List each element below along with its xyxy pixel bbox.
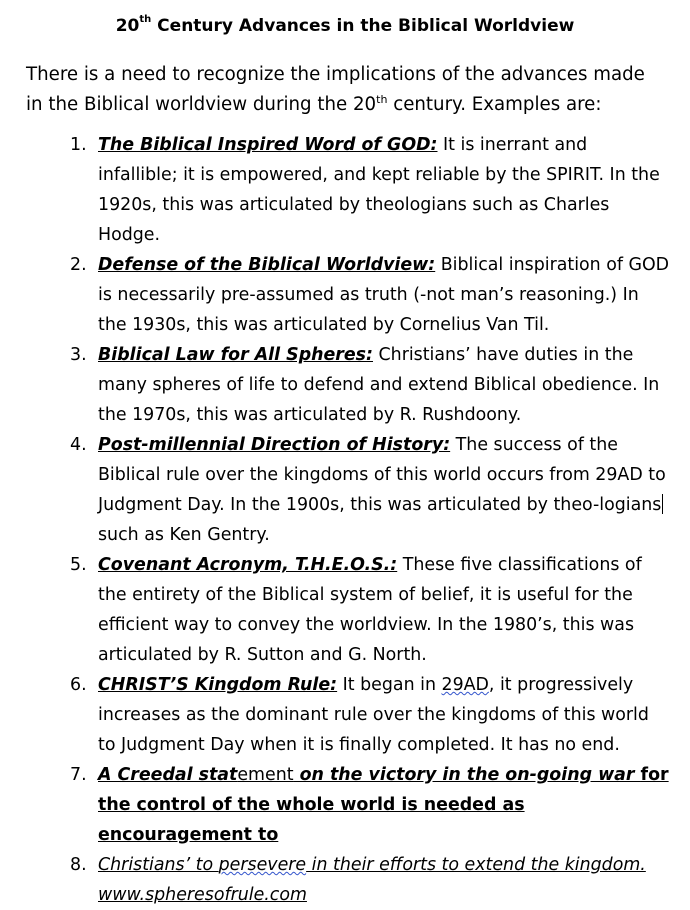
list-item: [70, 850, 670, 910]
item-text: It began in: [337, 675, 442, 695]
item-heading: Defense of the Biblical Worldview:: [98, 255, 436, 275]
list-item: [70, 250, 670, 340]
list-item: [70, 670, 670, 760]
list-item: [70, 130, 670, 250]
item-number: 1.: [70, 135, 87, 155]
item-heading: The Biblical Inspired Word of GOD:: [98, 135, 438, 155]
item-text: Christians’ have duties in the many spheres of life to defend and extend Biblical obedience. In the 1970s, this was articulated by R. Rushdoony.: [98, 345, 660, 425]
item-segment: in their efforts to extend the kingdom.: [306, 855, 646, 875]
item-text-after-cursor: such as Ken Gentry.: [98, 525, 270, 545]
website-link[interactable]: www.spheresofrule.com: [98, 885, 307, 905]
item-text: It is inerrant and infallible; it is empowered, and kept reliable by the SPIRIT. In the 1920s, this was articulated by theologians such as Charles Hodge.: [98, 135, 660, 245]
item-number: 7.: [70, 765, 87, 785]
item-number: 8.: [70, 855, 87, 875]
list-item: [70, 340, 670, 430]
item-number: 2.: [70, 255, 87, 275]
item-segment: ement: [237, 765, 294, 785]
item-heading: Post-millennial Direction of History:: [98, 435, 451, 455]
item-text: , it progressively increases as the dominant rule over the kingdoms of this world to Judgment Day when it is finally completed. It has no end.: [98, 675, 649, 755]
item-number: 4.: [70, 435, 87, 455]
item-number: 3.: [70, 345, 87, 365]
list-item: [70, 550, 670, 670]
item-heading: CHRIST’S Kingdom Rule:: [98, 675, 338, 695]
spellcheck-flagged-word[interactable]: persevere: [218, 855, 307, 875]
item-text: These five classifications of the entirety of the Biblical system of belief, it is useful for the efficient way to convey the worldview. In the 1980’s, this was articulated by R. Sutton and G. North.: [98, 555, 642, 665]
item-segment: A Creedal stat: [98, 765, 238, 785]
list-item: [70, 760, 670, 850]
item-segment: for the control of the whole world is needed as encouragement to: [98, 765, 669, 845]
item-number: 6.: [70, 675, 87, 695]
item-heading: Covenant Acronym, T.H.E.O.S.:: [98, 555, 398, 575]
page-title: 20th Century Advances in the Biblical Worldview: [115, 14, 575, 36]
item-segment: Christians’ to: [98, 855, 219, 875]
advances-list: [70, 130, 670, 910]
text-cursor: [662, 494, 663, 514]
list-item: [70, 430, 670, 550]
item-text: The success of the Biblical rule over the kingdoms of this world occurs from 29AD to Judgment Day. In the 1900s, this was articulated by theo-logians: [98, 435, 666, 515]
item-text: Biblical inspiration of GOD is necessarily pre-assumed as truth (-not man’s reasoning.) In the 1930s, this was articulated by Cornelius Van Til.: [98, 255, 670, 335]
intro-paragraph: There is a need to recognize the implications of the advances made in the Biblical worldview during the 20th century. Examples are:: [26, 64, 645, 115]
item-heading: Biblical Law for All Spheres:: [98, 345, 373, 365]
spellcheck-flagged-word[interactable]: 29AD: [441, 675, 489, 695]
item-segment: on the victory in the on-going war: [293, 765, 641, 785]
item-number: 5.: [70, 555, 87, 575]
